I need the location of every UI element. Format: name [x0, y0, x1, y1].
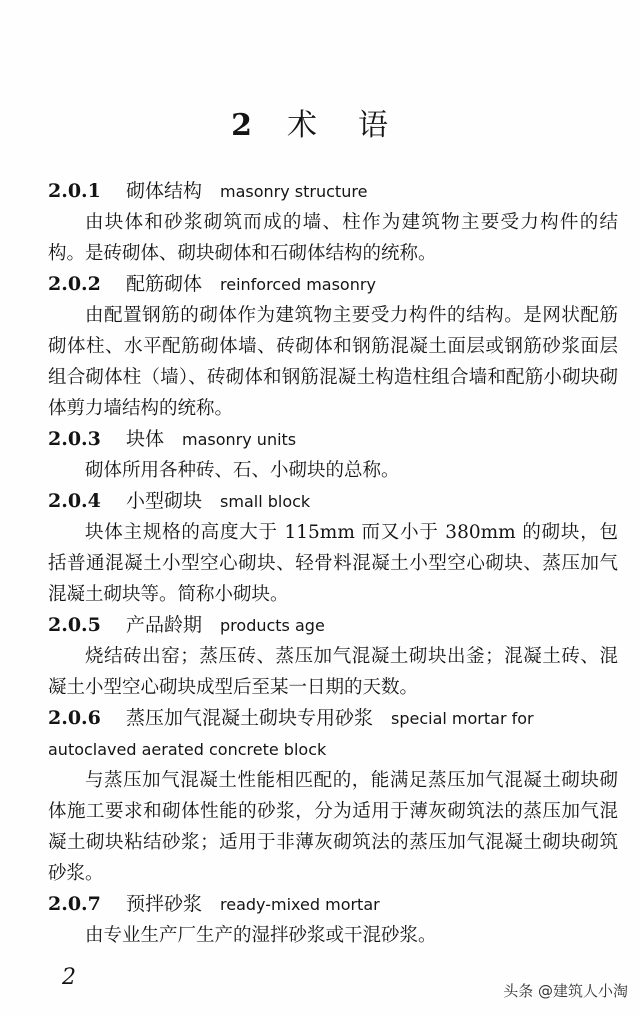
term-english: small block	[220, 492, 311, 511]
term-number: 2.0.1	[48, 180, 101, 202]
term-heading	[48, 176, 618, 207]
term-english: special mortar for autoclaved aerated concrete block	[48, 709, 534, 759]
section-number: 2	[231, 108, 253, 143]
section-title	[0, 100, 640, 144]
term-chinese: 块体	[126, 428, 165, 450]
term-english: products age	[220, 616, 325, 635]
term-number: 2.0.6	[48, 707, 101, 729]
term-item	[48, 486, 618, 610]
term-heading	[48, 703, 618, 765]
term-heading	[48, 486, 618, 517]
term-chinese: 产品龄期	[126, 614, 203, 636]
term-english: masonry structure	[220, 182, 368, 201]
term-definition: 烧结砖出窑；蒸压砖、蒸压加气混凝土砌块出釜；混凝土砖、混凝土小型空心砌块成型后至某一日期的天数。	[48, 646, 618, 698]
term-number: 2.0.7	[48, 893, 101, 915]
term-item	[48, 176, 618, 269]
term-chinese: 蒸压加气混凝土砌块专用砂浆	[126, 707, 374, 729]
term-number: 2.0.5	[48, 614, 101, 636]
term-number: 2.0.2	[48, 273, 101, 295]
term-english: ready-mixed mortar	[220, 895, 380, 914]
page-number: 2	[62, 965, 76, 990]
terms-list	[48, 176, 618, 951]
term-definition: 砌体所用各种砖、石、小砌块的总称。	[85, 460, 400, 481]
term-item	[48, 269, 618, 424]
term-item	[48, 424, 618, 486]
term-definition: 由块体和砂浆砌筑而成的墙、柱作为建筑物主要受力构件的结构。是砖砌体、砌块砌体和石砌体结构的统称。	[48, 212, 618, 264]
term-english: reinforced masonry	[220, 275, 376, 294]
term-heading	[48, 610, 618, 641]
term-heading	[48, 269, 618, 300]
term-number: 2.0.3	[48, 428, 101, 450]
term-heading	[48, 889, 618, 920]
term-number: 2.0.4	[48, 490, 101, 512]
term-item	[48, 889, 618, 951]
term-definition: 与蒸压加气混凝土性能相匹配的，能满足蒸压加气混凝土砌块砌体施工要求和砌体性能的砂浆，分为适用于薄灰砌筑法的蒸压加气混凝土砌块粘结砂浆；适用于非薄灰砌筑法的蒸压加气混凝土砌块砌筑砂浆。	[48, 770, 618, 884]
term-chinese: 砌体结构	[126, 180, 203, 202]
term-item	[48, 703, 618, 889]
term-definition: 块体主规格的高度大于 115mm 而又小于 380mm 的砌块，包括普通混凝土小型空心砌块、轻骨料混凝土小型空心砌块、蒸压加气混凝土砌块等。简称小砌块。	[48, 522, 618, 605]
term-definition: 由配置钢筋的砌体作为建筑物主要受力构件的结构。是网状配筋砌体柱、水平配筋砌体墙、砖砌体和钢筋混凝土面层或钢筋砂浆面层组合砌体柱（墙）、砖砌体和钢筋混凝土构造柱组合墙和配筋小砌块砌体剪力墙结构的统称。	[48, 305, 618, 419]
term-item	[48, 610, 618, 703]
term-heading	[48, 424, 618, 455]
title-char-2: 语	[357, 108, 389, 143]
title-char-1: 术	[286, 108, 318, 143]
watermark-text: 头条 @建筑人小淘	[503, 982, 628, 1000]
term-chinese: 预拌砂浆	[126, 893, 203, 915]
term-chinese: 小型砌块	[126, 490, 203, 512]
term-definition: 由专业生产厂生产的湿拌砂浆或干混砂浆。	[85, 925, 437, 946]
term-chinese: 配筋砌体	[126, 273, 203, 295]
term-english: masonry units	[182, 430, 297, 449]
